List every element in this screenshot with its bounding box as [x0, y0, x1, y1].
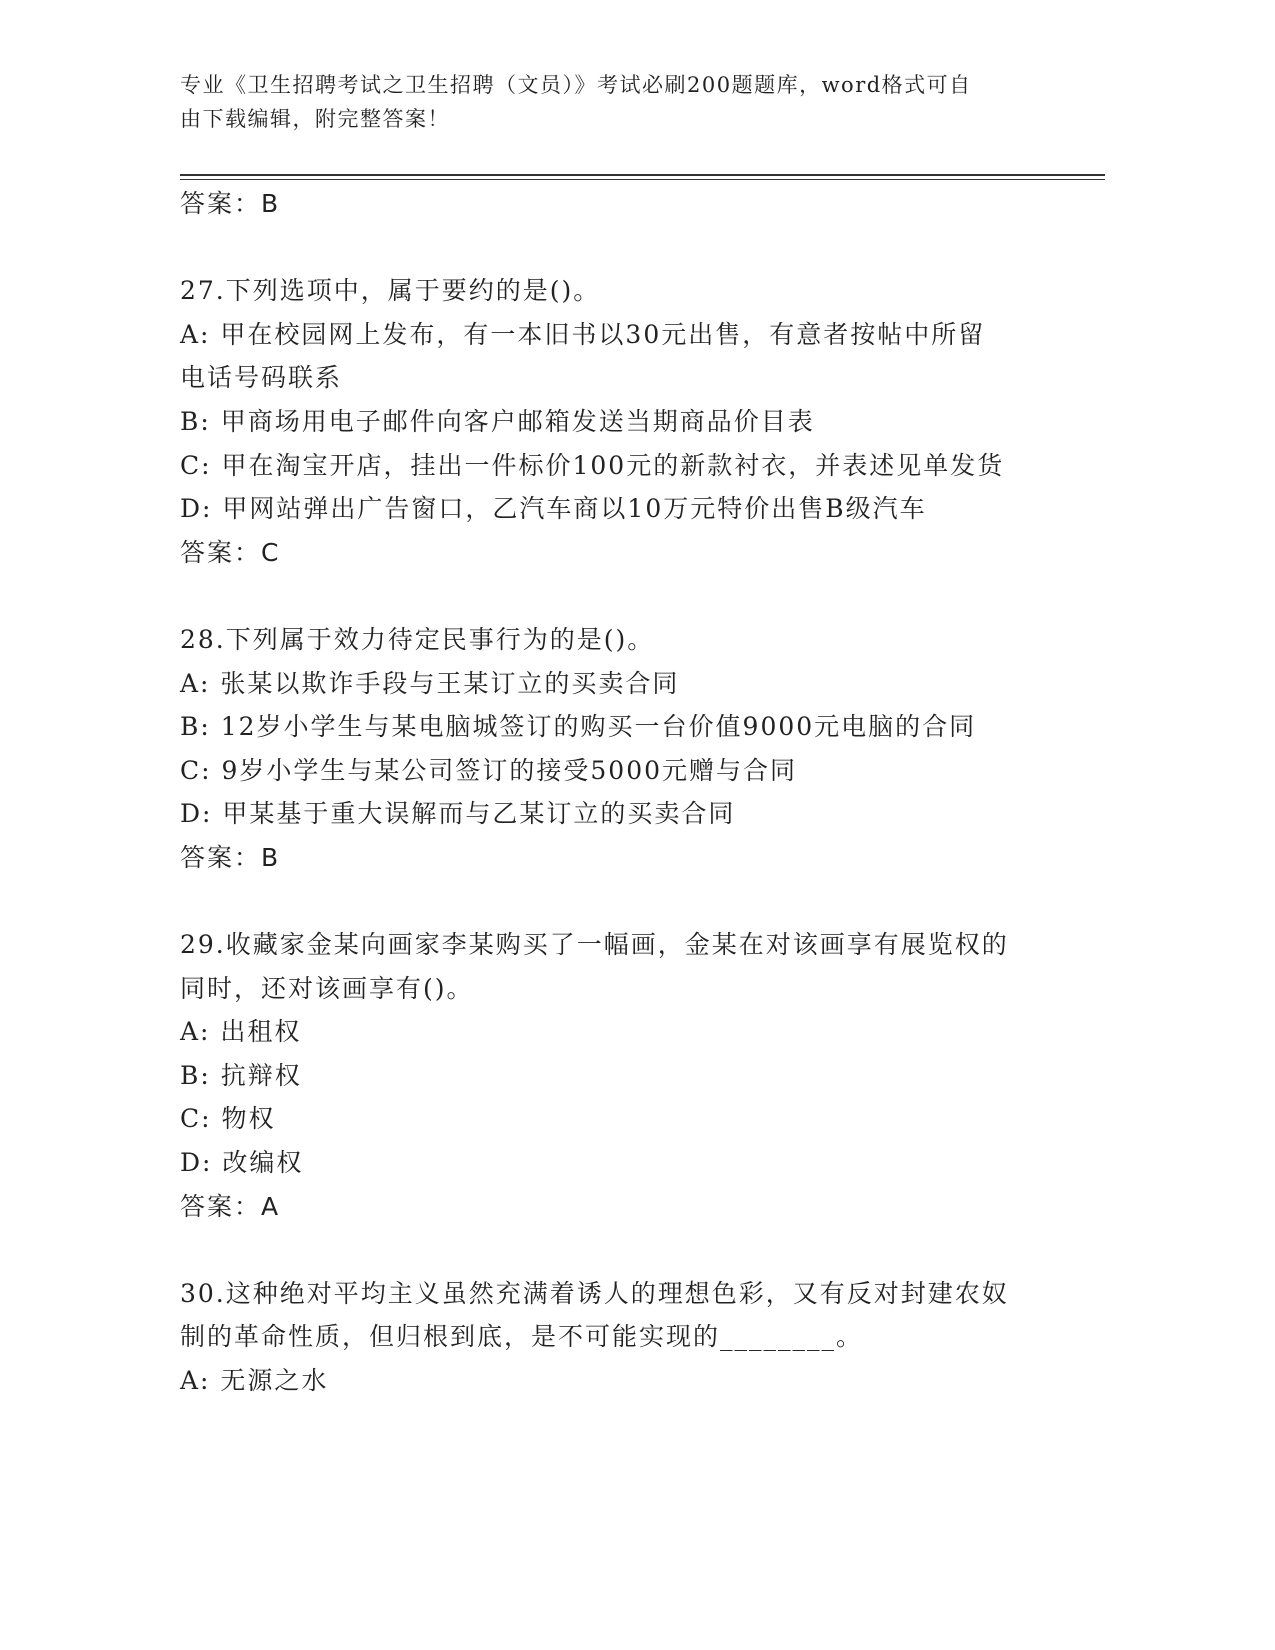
question-stem-continued: 制的革命性质，但归根到底，是不可能实现的________。	[180, 1322, 864, 1352]
option-b: B: 甲商场用电子邮件向客户邮箱发送当期商品价目表	[180, 406, 815, 436]
question-stem: 27.下列选项中，属于要约的是()。	[180, 276, 601, 306]
question-list	[180, 182, 1060, 1403]
option-c: C: 物权	[180, 1104, 276, 1134]
header-rule-thick	[180, 174, 1105, 176]
spacer	[180, 574, 1060, 618]
spacer	[180, 880, 1060, 924]
answer: 答案：A	[180, 1191, 281, 1221]
option-b: B: 抗辩权	[180, 1060, 302, 1090]
document-header	[180, 68, 1040, 136]
header-rule-thin	[180, 179, 1105, 180]
question-stem: 28.下列属于效力待定民事行为的是()。	[180, 624, 655, 654]
option-a: A: 甲在校园网上发布，有一本旧书以30元出售，有意者按帖中所留	[180, 319, 986, 349]
question-stem-continued: 同时，还对该画享有()。	[180, 973, 474, 1003]
question-stem: 30.这种绝对平均主义虽然充满着诱人的理想色彩，又有反对封建农奴	[180, 1278, 1009, 1308]
answer: 答案：C	[180, 537, 281, 567]
option-c: C: 甲在淘宝开店，挂出一件标价100元的新款衬衣，并表述见单发货	[180, 450, 1005, 480]
header-line-1: 专业《卫生招聘考试之卫生招聘（文员）》考试必刷200题题库，word格式可自	[180, 73, 972, 97]
option-d: D: 甲某基于重大误解而与乙某订立的买卖合同	[180, 799, 736, 829]
spacer	[180, 1228, 1060, 1272]
option-a: A: 无源之水	[180, 1366, 329, 1396]
option-d: D: 改编权	[180, 1148, 304, 1178]
option-d: D: 甲网站弹出广告窗口，乙汽车商以10万元特价出售B级汽车	[180, 494, 927, 524]
question-29	[180, 923, 1060, 1228]
question-30	[180, 1272, 1060, 1403]
option-b: B: 12岁小学生与某电脑城签订的购买一台价值9000元电脑的合同	[180, 712, 977, 742]
question-stem: 29.收藏家金某向画家李某购买了一幅画，金某在对该画享有展览权的	[180, 930, 1009, 960]
previous-answer: 答案：B	[180, 189, 281, 218]
option-a-continued: 电话号码联系	[180, 363, 343, 393]
spacer	[180, 226, 1060, 270]
question-28	[180, 618, 1060, 880]
answer: 答案：B	[180, 842, 281, 872]
option-c: C: 9岁小学生与某公司签订的接受5000元赠与合同	[180, 755, 798, 785]
header-line-2: 由下载编辑，附完整答案！	[180, 107, 450, 131]
option-a: A: 出租权	[180, 1017, 302, 1047]
question-27	[180, 269, 1060, 574]
option-a: A: 张某以欺诈手段与王某订立的买卖合同	[180, 668, 680, 698]
